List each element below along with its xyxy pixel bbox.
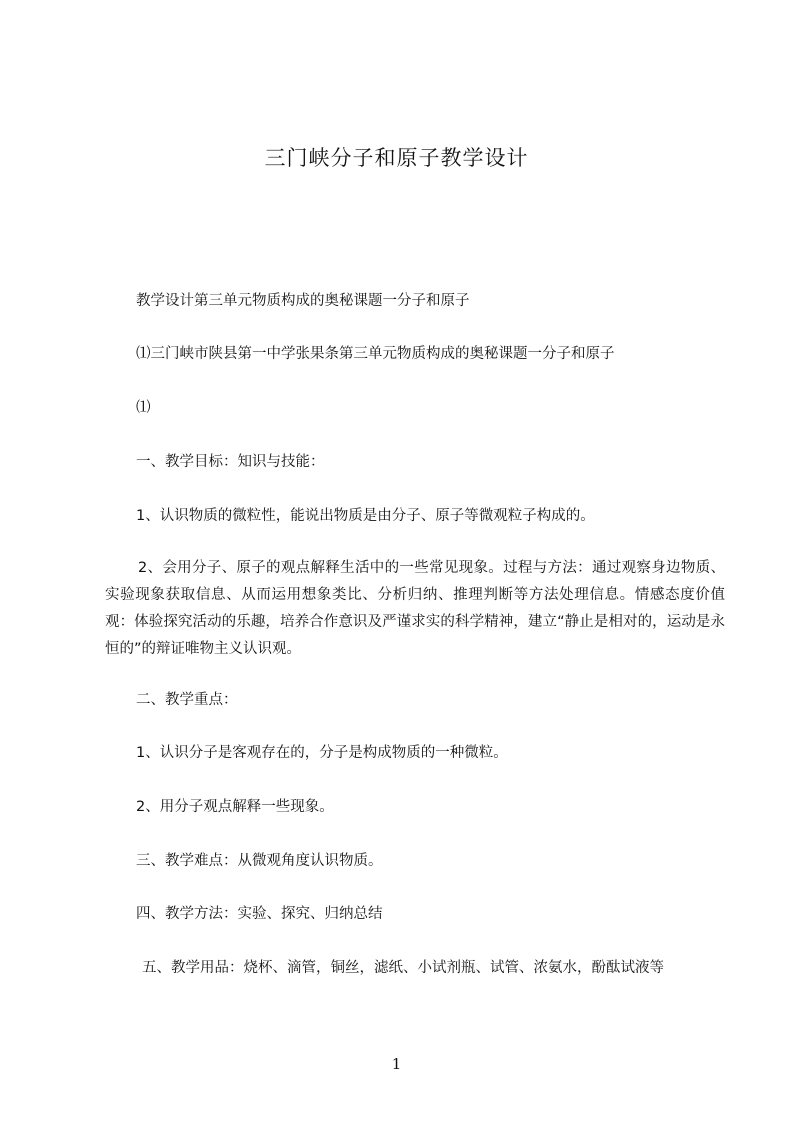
section-heading-key-points: 二、教学重点： — [136, 692, 238, 708]
key-point-item-1: 1、认识分子是客观存在的，分子是构成物质的一种微粒。 — [136, 745, 508, 761]
key-point-item-2: 2、用分子观点解释一些现象。 — [136, 799, 334, 815]
paragraph-marker: ⑴ — [136, 400, 151, 416]
objective-item-2: 2、会用分子、原子的观点解释生活中的一些常见现象。过程与方法：通过观察身边物质、实验现象获取信息、从而运用想象类比、分析归纳、推理判断等方法处理信息。情感态度价值观：体验探究活动的乐趣，培养合作意识及严谨求实的科学精神，建立“静止是相对的，运动是永恒的”的辩证唯物主义认识观。 — [105, 560, 725, 657]
paragraph-author-line: ⑴三门峡市陕县第一中学张果条第三单元物质构成的奥秘课题一分子和原子 — [136, 346, 615, 362]
objective-item-1: 1、认识物质的微粒性，能说出物质是由分子、原子等微观粒子构成的。 — [136, 508, 595, 524]
page-number: 1 — [391, 1055, 402, 1073]
section-heading-difficulty: 三、教学难点：从微观角度认识物质。 — [136, 853, 383, 869]
section-heading-materials: 五、教学用品：烧杯、滴管，铜丝，滤纸、小试剂瓶、试管、浓氨水，酚酞试液等 — [142, 960, 664, 976]
paragraph-course-heading: 教学设计第三单元物质构成的奥秘课题一分子和原子 — [136, 293, 470, 309]
section-heading-methods: 四、教学方法：实验、探究、归纳总结 — [136, 906, 383, 922]
section-heading-objectives: 一、教学目标：知识与技能： — [136, 454, 325, 470]
document-title: 三门峡分子和原子教学设计 — [264, 146, 529, 170]
